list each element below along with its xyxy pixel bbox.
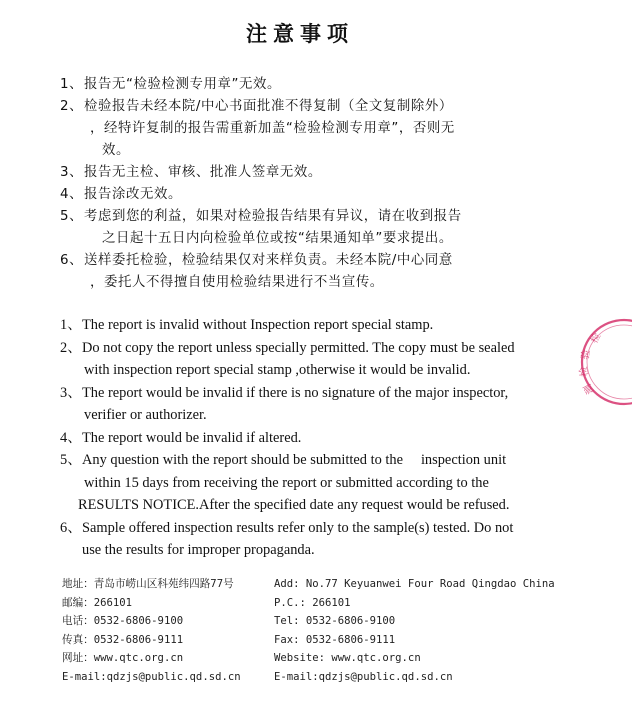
footer-row-fax (62, 631, 582, 650)
email-cn: E-mail:qdzjs@public.qd.sd.cn (62, 670, 241, 683)
cn-item-text: 检验报告未经本院/中心书面批准不得复制（全文复制除外） (84, 99, 453, 114)
en-item-text: verifier or authorizer. (84, 407, 207, 423)
svg-text:验: 验 (580, 348, 593, 361)
en-item-number: 3、 (60, 384, 82, 401)
fax-cn: 传真：0532-6806-9111 (62, 633, 184, 646)
en-item-number: 2、 (60, 339, 82, 356)
cn-item-text: ，经特许复制的报告需重新加盖“检验检测专用章”，否则无 (90, 121, 455, 136)
cn-item-4 (60, 184, 570, 206)
en-item-text: The report would be invalid if there is no signature of the major inspector, (82, 384, 509, 401)
en-item-number: 1、 (60, 317, 82, 333)
en-item-text: use the results for improper propaganda. (82, 542, 315, 558)
cn-item-text: 考虑到您的利益，如果对检验报告结果有异议，请在收到报告 (84, 209, 462, 224)
cn-item-number: 5、 (60, 209, 84, 224)
red-seal-stamp-icon (572, 318, 632, 406)
en-item-number: 5、 (60, 452, 82, 468)
cn-item-text: 报告无主检、审核、批准人签章无效。 (84, 165, 322, 180)
en-item-text: Sample offered inspection results refer only to the sample(s) tested. Do not (82, 519, 514, 536)
postcode-cn: 邮编：266101 (62, 596, 133, 609)
en-item-6 (60, 517, 590, 562)
contact-footer (62, 575, 582, 687)
en-item-4 (60, 427, 590, 450)
english-notice-list (60, 314, 590, 562)
cn-item-text: 效。 (102, 143, 130, 158)
cn-item-text: ，委托人不得擅自使用检验结果进行不当宣传。 (90, 275, 384, 290)
cn-item-number: 2、 (60, 99, 84, 114)
phone-cn: 电话：0532-6806-9100 (62, 615, 184, 628)
en-item-number: 4、 (60, 429, 82, 446)
footer-row-phone (62, 612, 582, 631)
en-item-text: The report would be invalid if altered. (82, 429, 302, 446)
website-en: Website: www.qtc.org.cn (274, 652, 421, 665)
en-item-1 (60, 314, 590, 337)
en-item-number: 6、 (60, 519, 82, 536)
svg-text:检: 检 (578, 365, 591, 378)
en-item-text: RESULTS NOTICE.After the specified date any request would be refused. (78, 497, 510, 513)
page-title: 注意事项 (246, 22, 354, 46)
address-cn: 地址：青岛市崂山区科苑纬四路77号 (62, 578, 234, 590)
en-item-5 (60, 449, 590, 517)
en-item-2 (60, 337, 590, 382)
cn-item-2 (60, 96, 570, 162)
email-en: E-mail:qdzjs@public.qd.sd.cn (274, 670, 453, 683)
website-cn: 网址：www.qtc.org.cn (62, 652, 184, 665)
en-item-text: The report is invalid without Inspection report special stamp. (82, 317, 434, 333)
cn-item-5 (60, 206, 570, 250)
cn-item-6 (60, 250, 570, 294)
cn-item-text: 报告涂改无效。 (84, 187, 182, 202)
cn-item-text: 之日起十五日内向检验单位或按“结果通知单”要求提出。 (102, 231, 453, 246)
fax-en: Fax: 0532-6806-9111 (274, 633, 396, 646)
cn-item-number: 1、 (60, 77, 84, 92)
en-item-3 (60, 382, 590, 427)
en-item-text: Any question with the report should be submitted to the inspection unit (82, 452, 507, 468)
cn-item-text: 送样委托检验，检验结果仅对来样负责。未经本院/中心同意 (84, 253, 453, 268)
en-item-text: Do not copy the report unless specially permitted. The copy must be sealed (82, 339, 515, 356)
svg-text:测: 测 (582, 381, 597, 396)
address-en: Add: No.77 Keyuanwei Four Road Qingdao China (274, 578, 555, 590)
cn-item-number: 3、 (60, 165, 84, 180)
en-item-text: with inspection report special stamp ,otherwise it would be invalid. (84, 362, 471, 378)
postcode-en: P.C.: 266101 (274, 596, 351, 609)
footer-row-address (62, 575, 582, 594)
footer-row-email (62, 668, 582, 687)
cn-item-number: 4、 (60, 187, 84, 202)
phone-en: Tel: 0532-6806-9100 (274, 615, 396, 628)
cn-item-3 (60, 162, 570, 184)
cn-item-text: 报告无“检验检测专用章”无效。 (84, 77, 281, 92)
cn-item-number: 6、 (60, 253, 84, 268)
en-item-text: within 15 days from receiving the report or submitted according to the (84, 474, 489, 491)
footer-row-website (62, 649, 582, 668)
chinese-notice-list (60, 74, 570, 294)
cn-item-1 (60, 74, 570, 96)
svg-text:检: 检 (588, 331, 604, 346)
footer-row-postcode (62, 594, 582, 613)
